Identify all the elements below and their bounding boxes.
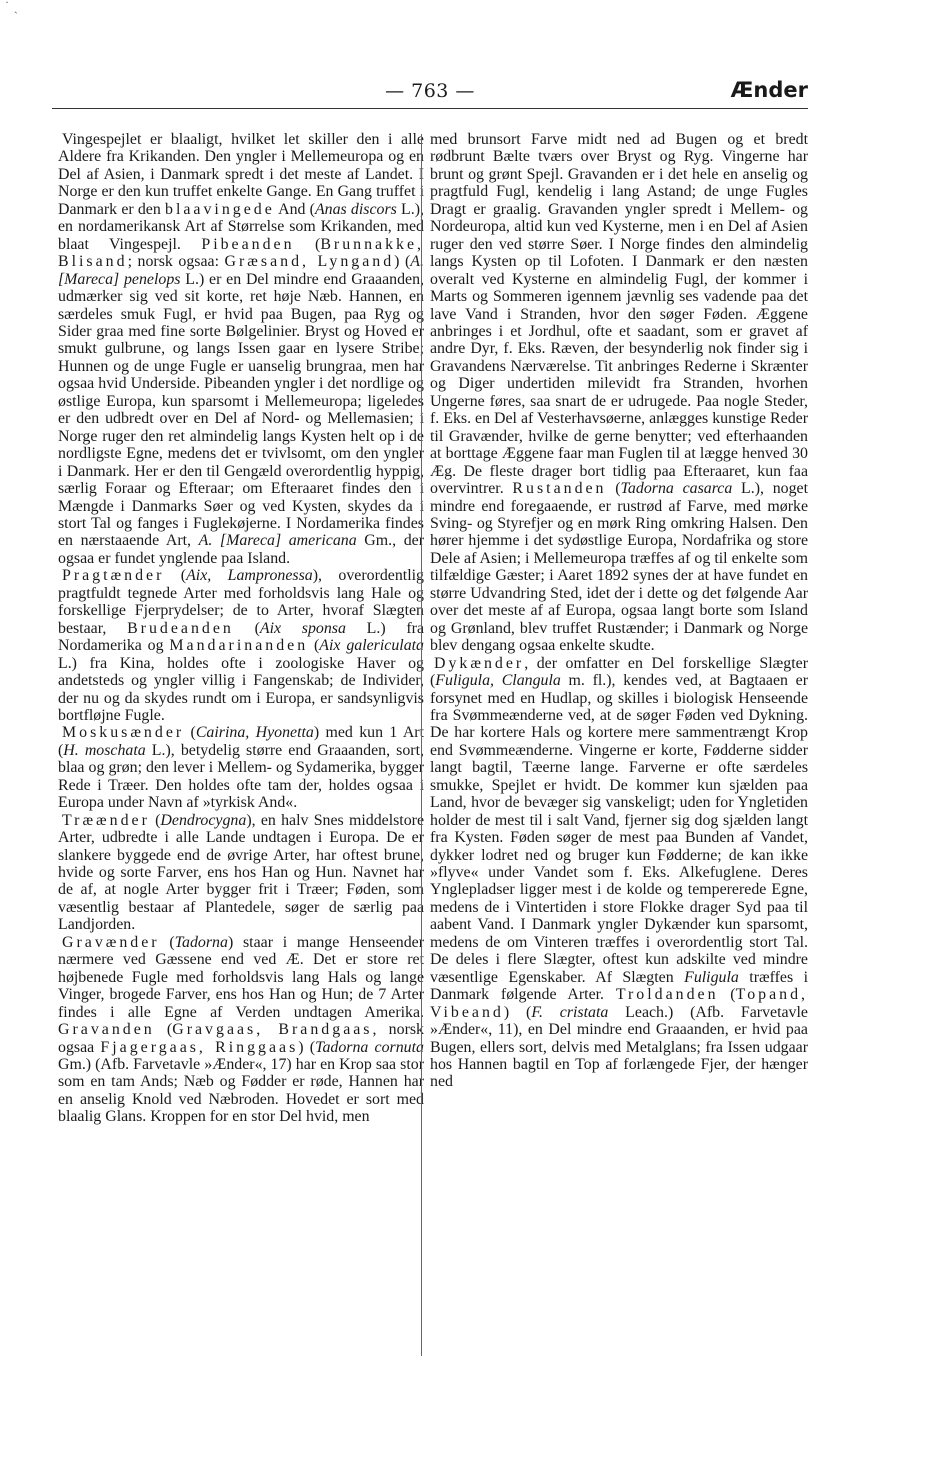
italic-term: Tadorna cornuta [315,1038,424,1056]
spaced-term: Pibeanden [201,235,295,253]
text-run: ( [154,1021,173,1039]
spaced-term: Topand, Vibeand [430,986,808,1021]
spaced-term: blaavingede [165,200,275,218]
text-run: Gm., der ogsaa er fundet ynglende paa Island. [58,532,424,567]
text-run: ( [294,235,321,253]
text-run: Leach.) (Afb. Farvetavle »Ænder«, 11), en Del mindre end Graaanden, er hvid paa Bugen, ellers sort, delvis med Metalglans; fra Issen udgaar hos Hannen bagtil en Top af forlængede Fjer, der hænger ned [430,1003,808,1091]
italic-term: Aix, Lampronessa [186,567,313,585]
spaced-term: Træænder [62,811,150,829]
italic-term: Aix galericulata [319,637,424,655]
text-run: ) ( [503,1003,532,1021]
text-run: L.) fra Nordamerika og [58,619,425,655]
text-run: L.) er en Del mindre end Graaanden, udmærker sig ved sit korte, ret høje Næb. Hannen, en særdeles smuk Fugl, er hvid paa Bugen, paa Ryg og Sider graa med fine sorte Bølgelinier. Bryst og Hoved er smukt gulbrune, og langs Issen gaar en lysere Stribe; Hunnen og de unge Fugle er uanselig brungraa, men har ogsaa hvid Underside. Pibeanden yngler i det nordlige og østlige Europa, kun sparsomt i Mellemeuropa; ligeledes er den udbredt over en Del af Nord- og Mellemasien; i Norge ruger den ret almindelig langs Kysten helt op i de nordligste Egne, medens det er tvivlsomt, om den yngler i Danmark. Her er den til Gengæld overordentlig hyppig, særlig Foraar og Efteraar; om Efteraaret findes den i Mængde i Danmarks Søer og ved Kysten, skydes da i stort Tal og fanges i Fuglekøjerne. I Nordamerika findes en nærstaaende Art, [58,270,425,550]
spaced-term: Pragtænder [62,567,165,585]
spaced-term: Brudeanden [127,619,234,637]
text-run: ( [164,567,187,585]
spaced-term: Brunnakke, Blisand [58,235,425,271]
text-run: ( [184,724,196,742]
page-header [52,78,808,108]
spaced-term: Gravanden [58,1021,155,1039]
paragraph [58,567,424,724]
text-run: ( [149,811,161,829]
spaced-term: Mandarinanden [169,637,309,655]
text-run: ( [159,933,175,951]
column-divider [421,134,422,1356]
spaced-term: Dykænder [434,654,525,672]
page-number: — 763 — [385,80,475,102]
spaced-term: Græsand, Lyngand [224,253,395,271]
text-run: ) staar i mange Henseender nærmere ved Gæssene end ved Æ. Det er store ret højbenede Fugle med forholdsvis lang Hals og lange Vinger, brogede Farver, ens hos Han og Hun; de 7 Arter findes i alle Egne af Verden undtagen Amerika. [58,933,425,1021]
text-run: ), overordentlig pragtfuldt tegnede Arter med forholdsvis lang Hale og forskellige Fjerprydelser; de to Arter, hvoraf Slægten bestaar, [58,567,424,637]
paragraph [58,812,424,934]
italic-term: Tadorna [174,933,228,951]
paragraph [58,131,424,567]
text-run: Vingespejlet er blaaligt, hvilket let skiller den i alle Aldere fra Krikanden. Den yngler i Mellemeuropa og en Del af Asien, i Danmark spredt i det meste af Landet. I Norge er den kun truffet enkelte Gange. En Gang truffet i Danmark er den [58,131,424,218]
spaced-term: Fjagergaas, Ringgaas [100,1038,299,1056]
text-run: ; norsk ogsaa: [127,253,225,271]
text-run: , norsk ogsaa [58,1021,424,1056]
paragraph [430,655,808,1091]
italic-term: F. cristata [531,1003,609,1021]
italic-term: Dendrocygna [160,811,247,829]
running-head: Ænder [730,78,808,102]
text-run: ( [606,480,621,498]
italic-term: A. [Mareca] penelops [58,253,424,288]
text-run: L.), betydelig større end Graaanden, sort, blaa og grøn; den lever i Mellem- og Sydamerika, bygger Rede i Træer. Den holdes ofte tam der, holdes ogsaa i Europa under Navn af »tyrkisk And«. [58,741,424,812]
text-run: ( [308,637,320,655]
spaced-term: Gravgaas, Brandgaas [172,1021,373,1039]
text-run: L.) fra Kina, holdes ofte i zoologiske Haver og andetsteds og yngler villig i Fangenskab; de Individer, der nu og da skydes rundt om i Europa, er sandsynligvis bortfløjne Fugle. [58,654,424,724]
italic-term: Aix sponsa [259,619,346,637]
text-run: And ( [274,200,315,218]
spaced-term: Troldanden [615,986,719,1004]
italic-term: Fuligula, Clangula [435,672,561,690]
text-run: Gm.) (Afb. Farvetavle »Ænder«, 17) har en Krop saa stor som en tam Ands; Næb og Fødder er røde, Hannen har en anselig Knold ved Næbroden. Hovedet er sort med blaalig Glans. Kroppen for en stor Del hvid, men [58,1056,424,1126]
paragraph [430,131,808,655]
text-run: ) med kun 1 Art ( [58,724,424,759]
header-rule [52,108,808,109]
text-run: træffes i Danmark følgende Arter. [430,968,809,1004]
spaced-term: Moskusænder [62,724,185,742]
text-run: L.), noget mindre end foregaaende, er rustrød af Farve, med mørke Sving- og Styrefjer og en mørk Ring omkring Halsen. Den hører hjemme i det sydøstlige Europa, Nordafrika og store Dele af Asien; i Mellemeuropa træffes af og til enkelte som tilfældige Gæster; i Aaret 1892 synes der at have fundet en større Udvandring Sted, idet der i dette og det følgende Aar over det meste af af Europa, ogsaa langt borte som Island og Grønland, blev truffet Rustænder; i Danmark og Norge blev dengang ogsaa enkelte skudte. [430,480,809,655]
text-run: ) ( [394,253,411,271]
corner-mark: ˙ ˎ [4,0,18,14]
left-column [58,131,424,1126]
italic-term: A. [Mareca] americana [198,532,357,550]
italic-term: H. moschata [63,741,146,759]
right-column [430,131,808,1091]
italic-term: Tadorna casarca [620,480,733,498]
paragraph [58,934,424,1126]
text-run: ( [233,619,260,637]
italic-term: Cairina, Hyonetta [195,724,314,742]
spaced-term: Rustanden [512,480,607,498]
text-run: , der omfatter en Del forskellige Slægter ( [430,654,808,690]
text-run: ) ( [298,1038,316,1056]
text-run: med brunsort Farve midt ned ad Bugen og et bredt rødbrunt Bælte tværs over Bryst og Ryg. Vingerne har brunt og grønt Spejl. Gravanden er i det hele en anselig og pragtfuld Fugl, kendelig i lang Astand; de unge Fugles Dragt er graalig. Gravanden yngler spredt i Mellem- og Nordeuropa, altid kun ved Kysterne, men i en Del af Asien ruger den ved større Søer. I Norge findes den almindelig langs Kysten op til Lofoten. I Danmark er den næsten overalt ved Kysterne en almindelig Fugl, der kommer i Marts og Sommeren igennem jævnlig ses vadende paa det lave Vand i Stranden, hvor den søger Føden. Æggene anbringes i et Jordhul, ofte et saadant, som er gravet af andre Dyr, f. Eks. Ræven, der besynderlig nok finder sig i Gravandens Nærværelse. Tit anbringes Rederne i Skrænter og Diger undertiden milevidt fra Stranden, hvorhen Ungerne føres, saa snart de er udrugede. Paa nogle Steder, f. Eks. en Del af Vesterhavsøerne, anlægges kunstige Reder til Gravænder, hvilke de gerne benytter; ved efterhaanden at borttage Æggene faar man Fuglen til at lægge henved 30 Æg. De fleste drager bort tidlig paa Efteraaret, kun faa overvintrer. [430,131,808,498]
italic-term: Fuligula [684,968,739,986]
paragraph [58,724,424,811]
spaced-term: Gravænder [62,933,160,951]
text-run: m. fl.), kendes ved, at Bagtaaen er forsynet med en Hudlap, og skilles i biologisk Henseende fra Svømmeænderne ved, at de søger Føden ved Dykning. De har kortere Hals og kortere mere sammentrængt Krop end Svømmeænderne. Vingerne er korte, Fødderne sidder langt bagtil, Tæerne lange. Farverne er ofte særdeles smukke, Spejlet er hvidt. De kommer kun sjælden paa Land, hvor de bevæger sig vanskeligt; uden for Yngletiden holder de mest til i salt Vand, fjerner sig dog sjælden langt fra Kysten. Føden søger de mest paa Bunden af Vandet, dykker lodret ned og bruger kun Fødderne; de kan ikke »flyve« under Vandet som f. Eks. Alkefuglene. Deres Ynglepladser ligger mest i de kolde og tempererede Egne, medens de i Vintertiden i store Flokke drager Syd paa til aabent Vand. I Danmark yngler Dykænder kun sparsomt, medens de om Vinteren træffes i overordentlig stort Tal. De deles i flere Slægter, oftest kun adskilte ved mindre væsentlige Egenskaber. Af Slægten [430,672,808,986]
text-run: L.), en nordamerikansk Art af Størrelse som Krikanden, med blaat Vingespejl. [58,200,424,253]
italic-term: Anas discors [314,200,397,218]
text-run: ), en halv Snes middelstore Arter, udbredte i alle Lande undtagen i Europa. De er slankere byggede end de øvrige Arter, har oftest brune, hvide og sorte Farver, ens hos Han og Hun. Navnet har de af, at nogle Arter bygger frit i Træer; Føden, som væsentlig bestaar af Plantedele, søger de særlig paa Landjorden. [58,811,424,934]
text-run: ( [718,986,736,1004]
